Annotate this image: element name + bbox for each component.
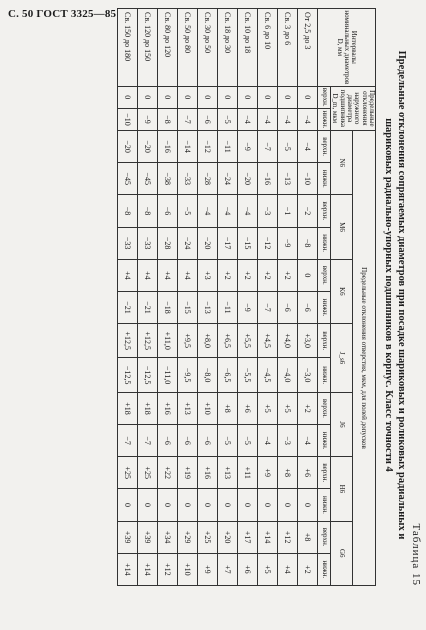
row-interval-label: Св. 50 до 80	[177, 9, 197, 87]
table-cell: 0	[217, 86, 237, 108]
table-cell: +4,0	[277, 324, 297, 358]
field-header-j6: J6	[330, 392, 352, 456]
table-cell: 0	[297, 259, 317, 291]
table-cell: 0	[257, 489, 277, 521]
row-interval-label: Св. 10 до 18	[237, 9, 257, 87]
table-cell: −5,5	[237, 358, 257, 392]
table-cell: +13	[217, 457, 237, 489]
table-cell: −12	[257, 227, 277, 259]
table-cell: 0	[137, 489, 157, 521]
table-cell: +2	[257, 259, 277, 291]
table-cell: +5,5	[237, 324, 257, 358]
table-cell: −3,0	[297, 358, 317, 392]
table-cell: +4	[177, 259, 197, 291]
table-cell: +10	[197, 392, 217, 424]
table-cell: −7	[177, 108, 197, 130]
table-cell: +39	[137, 521, 157, 553]
table-cell: +19	[177, 457, 197, 489]
table-cell: +16	[157, 392, 177, 424]
table-row	[197, 9, 217, 586]
col-header-interval: Интервалы номинальных диаметров D, мм	[317, 9, 375, 87]
table-cell: −4	[297, 425, 317, 457]
table-cell: −45	[137, 163, 157, 195]
table-row	[157, 9, 177, 586]
table-cell: −4	[297, 131, 317, 163]
table-cell: −11	[217, 131, 237, 163]
table-row	[137, 9, 157, 586]
table-cell: −6	[197, 108, 217, 130]
table-cell: +14	[137, 553, 157, 585]
table-cell: +12,5	[137, 324, 157, 358]
table-cell: −10	[117, 108, 137, 130]
table-cell: −16	[157, 131, 177, 163]
row-interval-label: Св. 3 до 6	[277, 9, 297, 87]
table-row	[237, 9, 257, 586]
table-cell: +3,0	[297, 324, 317, 358]
table-cell: −4,5	[257, 358, 277, 392]
table-cell: −10	[297, 163, 317, 195]
table-cell: −21	[117, 291, 137, 323]
table-cell: +2	[297, 553, 317, 585]
table-cell: +2	[217, 259, 237, 291]
table-cell: −24	[217, 163, 237, 195]
table-cell: −6	[157, 195, 177, 227]
tolerance-table	[117, 8, 376, 586]
table-cell: 0	[297, 86, 317, 108]
table-cell: −5	[217, 108, 237, 130]
table-cell: +12,5	[117, 324, 137, 358]
table-cell: −20	[117, 131, 137, 163]
dir-lower: нижн.	[317, 553, 330, 585]
table-cell: +5	[257, 392, 277, 424]
table-cell: −2	[297, 195, 317, 227]
table-cell: +11	[237, 457, 257, 489]
table-cell: 0	[137, 86, 157, 108]
table-cell: −8,0	[197, 358, 217, 392]
table-cell: +8	[297, 521, 317, 553]
field-header-k6: K6	[330, 259, 352, 323]
table-cell: −8	[157, 108, 177, 130]
table-cell: +8,0	[197, 324, 217, 358]
dir-lower: нижн.	[317, 163, 330, 195]
dir-upper: верхн.	[317, 86, 330, 108]
table-cell: +18	[137, 392, 157, 424]
table-cell: −45	[117, 163, 137, 195]
table-cell: +25	[137, 457, 157, 489]
row-interval-label: Св. 6 до 10	[257, 9, 277, 87]
table-cell: +8	[277, 457, 297, 489]
table-cell: −21	[137, 291, 157, 323]
table-cell: +4	[157, 259, 177, 291]
page-header: С. 50 ГОСТ 3325—85	[8, 8, 117, 20]
table-cell: −16	[257, 163, 277, 195]
table-cell: −4	[297, 108, 317, 130]
table-cell: +29	[177, 521, 197, 553]
table-cell: −15	[177, 291, 197, 323]
table-cell: −14	[177, 131, 197, 163]
table-cell: −38	[157, 163, 177, 195]
table-cell: −11	[217, 291, 237, 323]
table-cell: +2	[277, 259, 297, 291]
table-cell: +11,0	[157, 324, 177, 358]
table-cell: −5	[177, 195, 197, 227]
table-cell: −9,5	[177, 358, 197, 392]
table-cell: −5	[217, 425, 237, 457]
table-cell: −3	[277, 425, 297, 457]
table-cell: −6	[177, 425, 197, 457]
table-cell: +7	[217, 553, 237, 585]
table-cell: +4	[137, 259, 157, 291]
table-cell: 0	[177, 489, 197, 521]
table-cell: −6	[197, 425, 217, 457]
table-cell: +4	[277, 553, 297, 585]
dir-upper: верхн.	[317, 392, 330, 424]
table-cell: −8	[137, 195, 157, 227]
table-cell: 0	[117, 86, 137, 108]
table-cell: 0	[277, 86, 297, 108]
table-cell: +6	[237, 553, 257, 585]
table-cell: −1	[277, 195, 297, 227]
dir-lower: нижн.	[317, 425, 330, 457]
col-header-bearing: Предельные отклонения наружного диаметра подшипника D_m, мкм	[330, 86, 375, 130]
table-cell: −20	[197, 227, 217, 259]
col-header-hole-deviations: Предельные отклонения отверстия, мкм, для полей допусков	[352, 131, 375, 586]
table-cell: −4	[257, 425, 277, 457]
table-cell: −5	[237, 425, 257, 457]
table-cell: −5	[277, 131, 297, 163]
table-cell: −7	[257, 131, 277, 163]
table-cell: −3	[257, 195, 277, 227]
field-header-n6: N6	[330, 131, 352, 195]
field-header-js6: J_s6	[330, 324, 352, 393]
table-cell: −8	[117, 195, 137, 227]
table-cell: −12	[197, 131, 217, 163]
table-cell: 0	[237, 489, 257, 521]
table-cell: 0	[197, 86, 217, 108]
table-row	[297, 9, 317, 586]
table-cell: +2	[297, 392, 317, 424]
table-cell: −4	[237, 195, 257, 227]
row-interval-label: Св. 30 до 50	[197, 9, 217, 87]
table-cell: +16	[197, 457, 217, 489]
table-cell: +14	[117, 553, 137, 585]
table-cell: +39	[117, 521, 137, 553]
dir-lower: нижн.	[317, 291, 330, 323]
table-cell: +10	[177, 553, 197, 585]
table-cell: −4	[217, 195, 237, 227]
table-cell: −9	[237, 291, 257, 323]
table-cell: 0	[257, 86, 277, 108]
title-line-cont: шариковых радиально-упорных подшипников в корпус. Класс точности 4	[382, 118, 394, 472]
table-cell: 0	[217, 489, 237, 521]
dir-lower: нижн.	[317, 108, 330, 130]
table-cell: −4	[277, 108, 297, 130]
dir-upper: верхн.	[317, 457, 330, 489]
row-interval-label: От 2,5 до 3	[297, 9, 317, 87]
table-cell: +4,5	[257, 324, 277, 358]
table-cell: −28	[197, 163, 217, 195]
table-cell: +18	[117, 392, 137, 424]
row-interval-label: Св. 80 до 120	[157, 9, 177, 87]
dir-upper: верхн.	[317, 259, 330, 291]
row-interval-label: Св. 120 до 150	[137, 9, 157, 87]
table-cell: −12,5	[137, 358, 157, 392]
table-cell: −33	[117, 227, 137, 259]
table-cell: 0	[297, 489, 317, 521]
table-cell: −12,5	[117, 358, 137, 392]
table-cell: +17	[237, 521, 257, 553]
table-cell: +13	[177, 392, 197, 424]
table-cell: −11,0	[157, 358, 177, 392]
table-cell: +25	[117, 457, 137, 489]
table-row	[277, 9, 297, 586]
table-label: Таблица 15	[410, 523, 422, 586]
table-cell: −4	[237, 108, 257, 130]
dir-lower: нижн.	[317, 489, 330, 521]
table-cell: +12	[157, 553, 177, 585]
table-cell: +12	[277, 521, 297, 553]
table-row	[177, 9, 197, 586]
field-header-m6: M6	[330, 195, 352, 259]
table-row	[117, 9, 137, 586]
table-cell: −7	[117, 425, 137, 457]
table-row	[257, 9, 277, 586]
table-cell: 0	[117, 489, 137, 521]
table-cell: −33	[177, 163, 197, 195]
table-cell: −4,0	[277, 358, 297, 392]
table-cell: +14	[257, 521, 277, 553]
title-line-main: Предельные отклонения сопрягаемых диаметров при посадке шариковых и роликовых радиальных и	[396, 50, 407, 540]
table-cell: −4	[257, 108, 277, 130]
table-cell: +5	[277, 392, 297, 424]
field-header-g6: G6	[330, 521, 352, 585]
table-cell: −33	[137, 227, 157, 259]
table-cell: −13	[197, 291, 217, 323]
table-cell: +6	[297, 457, 317, 489]
table-cell: −9	[277, 227, 297, 259]
table-cell: −24	[177, 227, 197, 259]
dir-upper: верхн.	[317, 131, 330, 163]
table-cell: +20	[217, 521, 237, 553]
table-cell: −4	[197, 195, 217, 227]
table-cell: −8	[297, 227, 317, 259]
table-cell: +34	[157, 521, 177, 553]
table-cell: 0	[277, 489, 297, 521]
table-row	[217, 9, 237, 586]
table-cell: +9	[257, 457, 277, 489]
table-cell: +8	[217, 392, 237, 424]
table-cell: −9	[237, 131, 257, 163]
dir-upper: верхн.	[317, 324, 330, 358]
table-cell: −6	[277, 291, 297, 323]
table-title	[382, 10, 408, 580]
table-cell: 0	[197, 489, 217, 521]
table-cell: 0	[157, 489, 177, 521]
row-interval-label: Св. 150 до 180	[117, 9, 137, 87]
table-cell: −6,5	[217, 358, 237, 392]
dir-upper: верхн.	[317, 521, 330, 553]
table-cell: +3	[197, 259, 217, 291]
table-cell: −18	[157, 291, 177, 323]
table-cell: +22	[157, 457, 177, 489]
table-cell: −7	[137, 425, 157, 457]
field-header-h6: H6	[330, 457, 352, 521]
table-cell: −28	[157, 227, 177, 259]
table-cell: −9	[137, 108, 157, 130]
table-cell: −20	[137, 131, 157, 163]
table-cell: +6,5	[217, 324, 237, 358]
table-body	[117, 9, 317, 586]
dir-upper: верхн.	[317, 195, 330, 227]
table-cell: +25	[197, 521, 217, 553]
table-cell: −15	[237, 227, 257, 259]
table-cell: +9,5	[177, 324, 197, 358]
table-cell: −6	[297, 291, 317, 323]
table-cell: +6	[237, 392, 257, 424]
table-cell: −6	[157, 425, 177, 457]
table-cell: +2	[237, 259, 257, 291]
dir-lower: нижн.	[317, 358, 330, 392]
table-cell: 0	[157, 86, 177, 108]
table-cell: −20	[237, 163, 257, 195]
table-cell: −17	[217, 227, 237, 259]
table-cell: +9	[197, 553, 217, 585]
table-cell: +4	[117, 259, 137, 291]
row-interval-label: Св. 18 до 30	[217, 9, 237, 87]
table-cell: 0	[237, 86, 257, 108]
table-cell: −7	[257, 291, 277, 323]
table-cell: 0	[177, 86, 197, 108]
table-cell: −13	[277, 163, 297, 195]
table-cell: +5	[257, 553, 277, 585]
dir-lower: нижн.	[317, 227, 330, 259]
